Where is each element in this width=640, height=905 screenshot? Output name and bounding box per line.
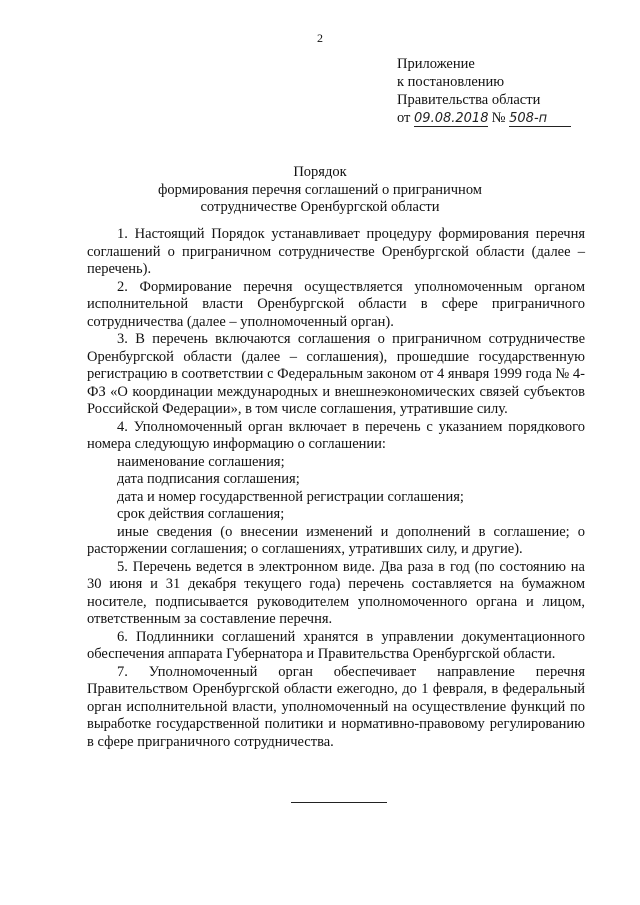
appendix-line: к постановлению: [397, 74, 505, 90]
number-sign: №: [491, 110, 506, 126]
appendix-line: Правительства области: [397, 92, 541, 108]
list-item: дата и номер государственной регистрации соглашения;: [117, 488, 464, 505]
list-item: дата подписания соглашения;: [117, 471, 300, 487]
document-title: [0, 164, 640, 217]
list-item: наименование соглашения;: [117, 453, 285, 470]
list-item: срок действия соглашения;: [117, 506, 285, 522]
title-line: Порядок: [293, 164, 347, 180]
paragraph-1: 1. Настоящий Порядок устанавливает процедуру формирования перечня соглашений о приграничном сотрудничестве Оренбургской области (далее – перечень).: [87, 226, 585, 277]
from-label: от: [397, 110, 411, 126]
paragraph-7: 7. Уполномоченный орган обеспечивает направление перечня Правительством Оренбургской области ежегодно, до 1 февраля, в федеральный орган исполнительной власти, уполномоченный на осуществление функций по выработке государственной политики и нормативно-правовому регулированию в сфере приграничного сотрудничества.: [87, 663, 585, 750]
title-line: сотрудничестве Оренбургской области: [200, 199, 440, 215]
paragraph-3: 3. В перечень включаются соглашения о приграничном сотрудничестве Оренбургской области (далее – соглашения), прошедшие государственную регистрацию в соответствии с Федеральным законом от 4 января 1999 года № 4-ФЗ «О координации международных и внешнеэкономических связей субъектов Российской Федерации», в том числе соглашения, утратившие силу.: [87, 331, 585, 417]
handwritten-date: 09.08.2018: [414, 111, 489, 126]
closing-rule: [291, 802, 387, 803]
paragraph-4-other: иные сведения (о внесении изменений и дополнений в соглашение; о расторжении соглашения; о соглашениях, утративших силу, и другие).: [87, 523, 585, 557]
title-line: формирования перечня соглашений о приграничном: [158, 181, 482, 198]
appendix-block: [397, 55, 571, 127]
page-number: 2: [317, 31, 323, 45]
appendix-date-line: [397, 109, 571, 127]
handwritten-number: 508-п: [509, 112, 571, 127]
paragraph-4: 4. Уполномоченный орган включает в перечень с указанием порядкового номера следующую информацию о соглашении:: [87, 418, 585, 452]
paragraph-2: 2. Формирование перечня осуществляется уполномоченным органом исполнительной власти Оренбургской области в сфере приграничного сотрудничества (далее – уполномоченный орган).: [87, 278, 585, 330]
paragraph-5: 5. Перечень ведется в электронном виде. Два раза в год (по состоянию на 30 июня и 31 декабря текущего года) перечень составляется на бумажном носителе, подписывается руководителем уполномоченного органа и лицом, ответственным за составление перечня.: [87, 558, 585, 627]
document-body: [87, 226, 585, 751]
paragraph-6: 6. Подлинники соглашений хранятся в управлении документационного обеспечения аппарата Губернатора и Правительства Оренбургской области.: [87, 628, 585, 662]
appendix-line: Приложение: [397, 56, 475, 72]
